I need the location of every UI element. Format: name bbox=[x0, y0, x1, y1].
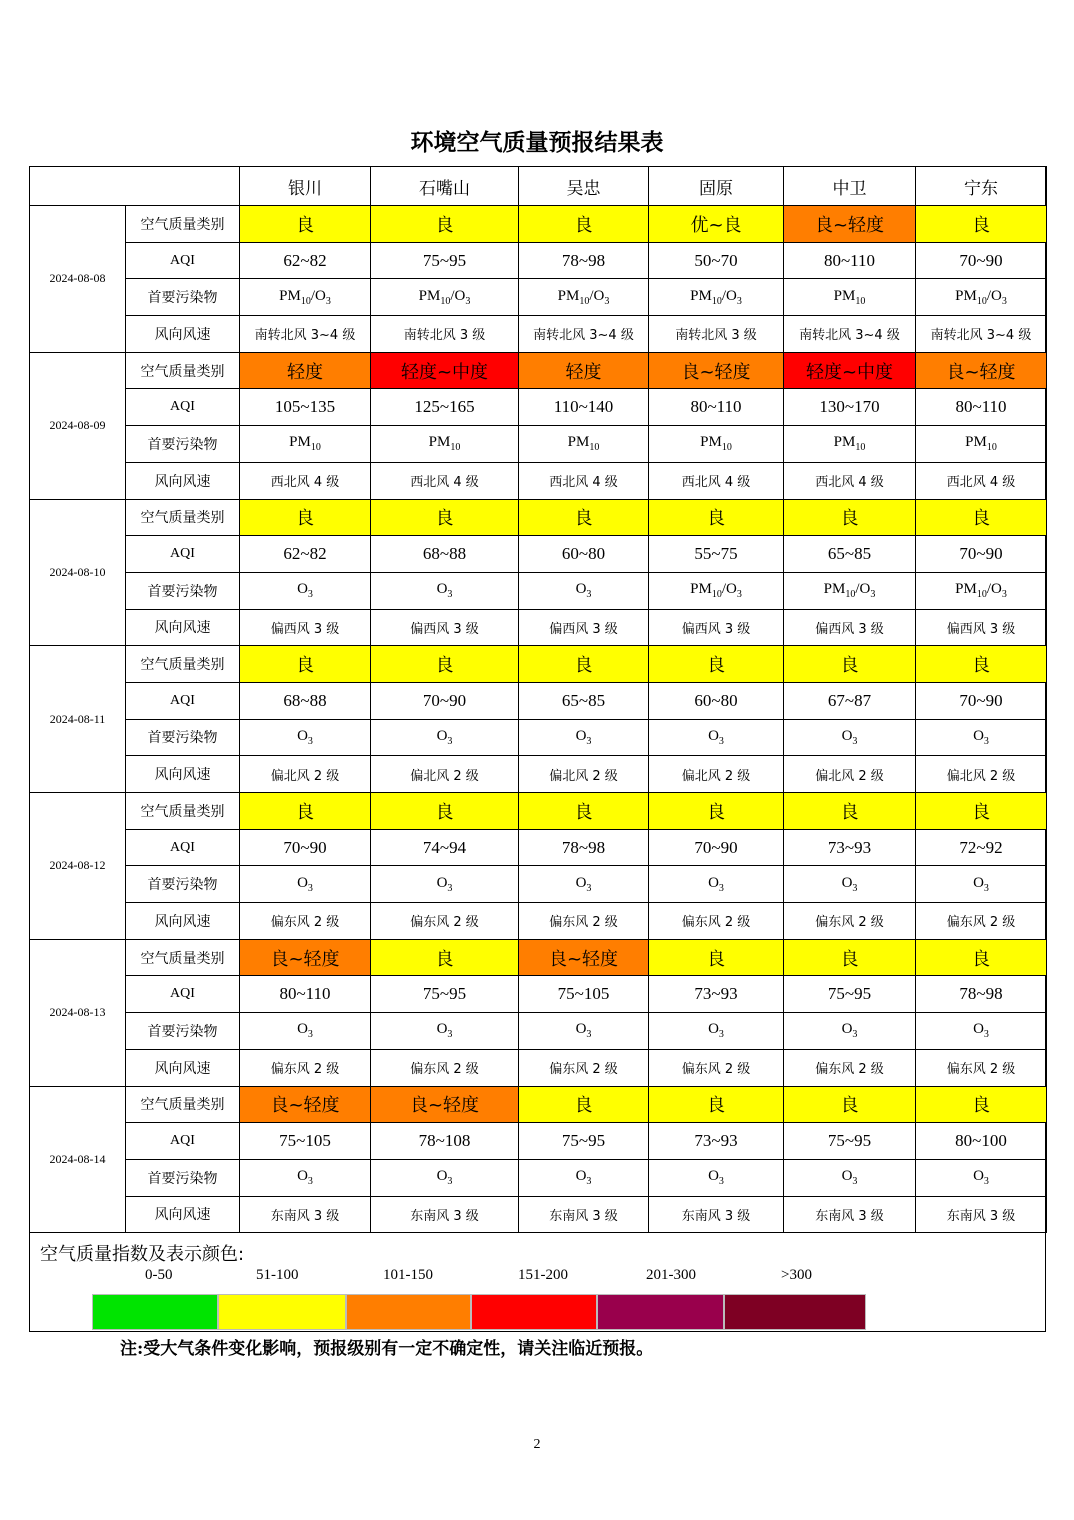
category-cell: 轻度~中度 bbox=[371, 352, 519, 389]
row-label: 风向风速 bbox=[126, 1196, 240, 1233]
aqi-cell: 78~98 bbox=[916, 976, 1047, 1013]
wind-cell: 偏东风 2 级 bbox=[649, 903, 784, 940]
wind-row bbox=[30, 609, 1047, 646]
page-title: 环境空气质量预报结果表 bbox=[410, 129, 664, 156]
category-cell: 良 bbox=[519, 1086, 649, 1123]
wind-cell: 偏西风 3 级 bbox=[784, 609, 916, 646]
pollutant-cell: $PM_{10}/O_3$ bbox=[784, 572, 916, 609]
wind-cell: 偏北风 2 级 bbox=[784, 756, 916, 793]
wind-cell: 偏东风 2 级 bbox=[649, 1049, 784, 1086]
wind-cell: 偏东风 2 级 bbox=[784, 1049, 916, 1086]
wind-cell: 南转北风 3 级 bbox=[649, 316, 784, 353]
category-cell: 良~轻度 bbox=[519, 939, 649, 976]
category-cell: 良 bbox=[240, 646, 371, 683]
category-cell: 良 bbox=[371, 646, 519, 683]
row-label: AQI bbox=[126, 976, 240, 1013]
wind-cell: 东南风 3 级 bbox=[916, 1196, 1047, 1233]
aqi-row bbox=[30, 682, 1047, 719]
category-row bbox=[30, 939, 1047, 976]
wind-cell: 偏北风 2 级 bbox=[916, 756, 1047, 793]
pollutant-cell: $O_3$ bbox=[649, 719, 784, 756]
row-label: 空气质量类别 bbox=[126, 352, 240, 389]
category-cell: 良~轻度 bbox=[649, 352, 784, 389]
pollutant-row bbox=[30, 279, 1047, 316]
date-cell: 2024-08-11 bbox=[30, 646, 126, 793]
legend-range-label: 151-200 bbox=[518, 1267, 568, 1283]
legend-range-label: >300 bbox=[781, 1267, 812, 1283]
pollutant-cell: $O_3$ bbox=[784, 866, 916, 903]
pollutant-cell: $PM_{10}/O_3$ bbox=[371, 279, 519, 316]
legend-swatch bbox=[92, 1294, 218, 1330]
pollutant-cell: $O_3$ bbox=[916, 719, 1047, 756]
legend-swatch bbox=[597, 1294, 724, 1330]
category-cell: 良 bbox=[649, 499, 784, 536]
legend-title: 空气质量指数及表示颜色: bbox=[40, 1244, 245, 1265]
category-cell: 良 bbox=[519, 499, 649, 536]
category-cell: 良 bbox=[519, 793, 649, 830]
category-cell: 良 bbox=[784, 1086, 916, 1123]
legend-swatch bbox=[218, 1294, 346, 1330]
row-label: 空气质量类别 bbox=[126, 793, 240, 830]
date-cell: 2024-08-10 bbox=[30, 499, 126, 646]
aqi-cell: 75~95 bbox=[784, 976, 916, 1013]
city-header: 石嘴山 bbox=[371, 167, 519, 206]
pollutant-row bbox=[30, 426, 1047, 463]
city-header: 宁东 bbox=[916, 167, 1047, 206]
wind-row bbox=[30, 903, 1047, 940]
wind-cell: 偏北风 2 级 bbox=[371, 756, 519, 793]
category-row bbox=[30, 1086, 1047, 1123]
category-cell: 良 bbox=[649, 1086, 784, 1123]
row-label: AQI bbox=[126, 389, 240, 426]
aqi-row bbox=[30, 1123, 1047, 1160]
aqi-cell: 80~110 bbox=[649, 389, 784, 426]
aqi-cell: 60~80 bbox=[649, 682, 784, 719]
legend-swatch bbox=[346, 1294, 471, 1330]
aqi-cell: 75~105 bbox=[519, 976, 649, 1013]
pollutant-cell: $O_3$ bbox=[916, 866, 1047, 903]
category-cell: 良 bbox=[784, 499, 916, 536]
category-cell: 良 bbox=[519, 206, 649, 243]
pollutant-cell: $PM_{10}$ bbox=[519, 426, 649, 463]
pollutant-cell: $O_3$ bbox=[371, 1159, 519, 1196]
pollutant-cell: $O_3$ bbox=[649, 866, 784, 903]
wind-cell: 南转北风 3~4 级 bbox=[240, 316, 371, 353]
wind-row bbox=[30, 1196, 1047, 1233]
pollutant-cell: $O_3$ bbox=[371, 866, 519, 903]
category-cell: 良 bbox=[784, 939, 916, 976]
wind-cell: 西北风 4 级 bbox=[916, 462, 1047, 499]
row-label: 首要污染物 bbox=[126, 719, 240, 756]
header-corner bbox=[30, 167, 240, 206]
row-label: 空气质量类别 bbox=[126, 1086, 240, 1123]
row-label: 首要污染物 bbox=[126, 866, 240, 903]
row-label: 风向风速 bbox=[126, 462, 240, 499]
aqi-cell: 75~105 bbox=[240, 1123, 371, 1160]
aqi-cell: 80~110 bbox=[784, 242, 916, 279]
pollutant-cell: $O_3$ bbox=[916, 1159, 1047, 1196]
wind-cell: 南转北风 3~4 级 bbox=[519, 316, 649, 353]
row-label: 空气质量类别 bbox=[126, 939, 240, 976]
pollutant-cell: $O_3$ bbox=[371, 1013, 519, 1050]
wind-cell: 西北风 4 级 bbox=[519, 462, 649, 499]
category-row bbox=[30, 646, 1047, 683]
aqi-cell: 80~100 bbox=[916, 1123, 1047, 1160]
category-row bbox=[30, 793, 1047, 830]
aqi-cell: 68~88 bbox=[240, 682, 371, 719]
aqi-cell: 74~94 bbox=[371, 829, 519, 866]
category-cell: 良 bbox=[784, 793, 916, 830]
aqi-cell: 70~90 bbox=[916, 536, 1047, 573]
aqi-cell: 68~88 bbox=[371, 536, 519, 573]
legend-range-label: 0-50 bbox=[145, 1267, 173, 1283]
category-cell: 良 bbox=[916, 646, 1047, 683]
wind-cell: 偏北风 2 级 bbox=[519, 756, 649, 793]
wind-cell: 西北风 4 级 bbox=[784, 462, 916, 499]
category-cell: 轻度~中度 bbox=[784, 352, 916, 389]
wind-cell: 偏东风 2 级 bbox=[519, 903, 649, 940]
row-label: 风向风速 bbox=[126, 756, 240, 793]
aqi-cell: 75~95 bbox=[784, 1123, 916, 1160]
aqi-cell: 110~140 bbox=[519, 389, 649, 426]
wind-cell: 偏西风 3 级 bbox=[240, 609, 371, 646]
wind-cell: 偏东风 2 级 bbox=[240, 903, 371, 940]
aqi-cell: 62~82 bbox=[240, 242, 371, 279]
aqi-cell: 75~95 bbox=[519, 1123, 649, 1160]
aqi-cell: 55~75 bbox=[649, 536, 784, 573]
pollutant-cell: $O_3$ bbox=[240, 1013, 371, 1050]
legend-swatch bbox=[724, 1294, 866, 1330]
category-cell: 良 bbox=[371, 206, 519, 243]
wind-cell: 偏西风 3 级 bbox=[916, 609, 1047, 646]
pollutant-cell: $O_3$ bbox=[649, 1159, 784, 1196]
row-label: 首要污染物 bbox=[126, 279, 240, 316]
pollutant-cell: $PM_{10}$ bbox=[240, 426, 371, 463]
aqi-cell: 60~80 bbox=[519, 536, 649, 573]
aqi-cell: 80~110 bbox=[240, 976, 371, 1013]
aqi-cell: 65~85 bbox=[784, 536, 916, 573]
category-cell: 良 bbox=[916, 793, 1047, 830]
row-label: 风向风速 bbox=[126, 609, 240, 646]
pollutant-cell: $O_3$ bbox=[240, 1159, 371, 1196]
date-cell: 2024-08-08 bbox=[30, 206, 126, 353]
city-header: 银川 bbox=[240, 167, 371, 206]
wind-cell: 偏北风 2 级 bbox=[649, 756, 784, 793]
wind-cell: 偏东风 2 级 bbox=[784, 903, 916, 940]
category-cell: 优~良 bbox=[649, 206, 784, 243]
aqi-cell: 70~90 bbox=[371, 682, 519, 719]
aqi-cell: 78~108 bbox=[371, 1123, 519, 1160]
aqi-row bbox=[30, 389, 1047, 426]
pollutant-cell: $PM_{10}$ bbox=[649, 426, 784, 463]
wind-cell: 偏北风 2 级 bbox=[240, 756, 371, 793]
aqi-cell: 130~170 bbox=[784, 389, 916, 426]
wind-cell: 西北风 4 级 bbox=[371, 462, 519, 499]
row-label: 首要污染物 bbox=[126, 1159, 240, 1196]
wind-cell: 南转北风 3 级 bbox=[371, 316, 519, 353]
pollutant-row bbox=[30, 1013, 1047, 1050]
category-cell: 良~轻度 bbox=[784, 206, 916, 243]
pollutant-cell: $O_3$ bbox=[240, 719, 371, 756]
wind-cell: 偏东风 2 级 bbox=[240, 1049, 371, 1086]
pollutant-cell: $O_3$ bbox=[371, 719, 519, 756]
category-cell: 良~轻度 bbox=[240, 1086, 371, 1123]
pollutant-row bbox=[30, 1159, 1047, 1196]
wind-cell: 西北风 4 级 bbox=[649, 462, 784, 499]
pollutant-cell: $O_3$ bbox=[519, 719, 649, 756]
category-cell: 良 bbox=[916, 939, 1047, 976]
legend-range-label: 101-150 bbox=[383, 1267, 433, 1283]
aqi-cell: 78~98 bbox=[519, 829, 649, 866]
pollutant-row bbox=[30, 572, 1047, 609]
row-label: AQI bbox=[126, 829, 240, 866]
wind-cell: 偏东风 2 级 bbox=[371, 1049, 519, 1086]
wind-cell: 东南风 3 级 bbox=[240, 1196, 371, 1233]
wind-cell: 偏东风 2 级 bbox=[916, 903, 1047, 940]
category-cell: 良 bbox=[784, 646, 916, 683]
date-cell: 2024-08-14 bbox=[30, 1086, 126, 1233]
aqi-cell: 70~90 bbox=[916, 242, 1047, 279]
aqi-row bbox=[30, 976, 1047, 1013]
pollutant-cell: $PM_{10}$ bbox=[371, 426, 519, 463]
aqi-cell: 125~165 bbox=[371, 389, 519, 426]
date-cell: 2024-08-09 bbox=[30, 352, 126, 499]
pollutant-row bbox=[30, 866, 1047, 903]
category-cell: 良 bbox=[916, 1086, 1047, 1123]
aqi-cell: 67~87 bbox=[784, 682, 916, 719]
row-label: AQI bbox=[126, 1123, 240, 1160]
wind-row bbox=[30, 462, 1047, 499]
row-label: 首要污染物 bbox=[126, 572, 240, 609]
pollutant-cell: $PM_{10}/O_3$ bbox=[240, 279, 371, 316]
pollutant-cell: $O_3$ bbox=[519, 572, 649, 609]
row-label: 空气质量类别 bbox=[126, 499, 240, 536]
wind-cell: 东南风 3 级 bbox=[519, 1196, 649, 1233]
row-label: 空气质量类别 bbox=[126, 206, 240, 243]
category-cell: 良 bbox=[916, 499, 1047, 536]
pollutant-cell: $O_3$ bbox=[784, 1013, 916, 1050]
wind-cell: 偏西风 3 级 bbox=[649, 609, 784, 646]
pollutant-cell: $O_3$ bbox=[784, 1159, 916, 1196]
category-cell: 良 bbox=[240, 793, 371, 830]
pollutant-cell: $PM_{10}/O_3$ bbox=[519, 279, 649, 316]
category-cell: 良 bbox=[649, 939, 784, 976]
date-cell: 2024-08-13 bbox=[30, 939, 126, 1086]
aqi-cell: 78~98 bbox=[519, 242, 649, 279]
category-cell: 良 bbox=[371, 499, 519, 536]
category-cell: 良 bbox=[371, 793, 519, 830]
pollutant-cell: $PM_{10}/O_3$ bbox=[916, 279, 1047, 316]
aqi-cell: 75~95 bbox=[371, 976, 519, 1013]
pollutant-cell: $O_3$ bbox=[784, 719, 916, 756]
category-row bbox=[30, 352, 1047, 389]
wind-cell: 南转北风 3~4 级 bbox=[916, 316, 1047, 353]
category-cell: 良 bbox=[240, 206, 371, 243]
aqi-cell: 105~135 bbox=[240, 389, 371, 426]
forecast-note: 注:受大气条件变化影响，预报级别有一定不确定性，请关注临近预报。 bbox=[120, 1339, 654, 1359]
page-number: 2 bbox=[533, 1437, 541, 1452]
aqi-cell: 73~93 bbox=[649, 1123, 784, 1160]
category-cell: 良 bbox=[240, 499, 371, 536]
row-label: 风向风速 bbox=[126, 316, 240, 353]
aqi-cell: 62~82 bbox=[240, 536, 371, 573]
pollutant-cell: $O_3$ bbox=[240, 572, 371, 609]
city-header: 中卫 bbox=[784, 167, 916, 206]
city-header-row bbox=[30, 167, 1047, 206]
category-cell: 轻度 bbox=[240, 352, 371, 389]
date-cell: 2024-08-12 bbox=[30, 793, 126, 940]
pollutant-cell: $O_3$ bbox=[519, 866, 649, 903]
forecast-table bbox=[29, 166, 1047, 1233]
wind-cell: 西北风 4 级 bbox=[240, 462, 371, 499]
aqi-row bbox=[30, 829, 1047, 866]
wind-cell: 东南风 3 级 bbox=[371, 1196, 519, 1233]
wind-row bbox=[30, 1049, 1047, 1086]
category-cell: 良~轻度 bbox=[240, 939, 371, 976]
aqi-cell: 50~70 bbox=[649, 242, 784, 279]
wind-row bbox=[30, 316, 1047, 353]
row-label: 风向风速 bbox=[126, 903, 240, 940]
aqi-row bbox=[30, 536, 1047, 573]
city-header: 固原 bbox=[649, 167, 784, 206]
pollutant-cell: $O_3$ bbox=[649, 1013, 784, 1050]
legend-range-label: 201-300 bbox=[646, 1267, 696, 1283]
pollutant-cell: $O_3$ bbox=[519, 1013, 649, 1050]
row-label: 首要污染物 bbox=[126, 426, 240, 463]
wind-row bbox=[30, 756, 1047, 793]
category-row bbox=[30, 499, 1047, 536]
aqi-cell: 72~92 bbox=[916, 829, 1047, 866]
row-label: 空气质量类别 bbox=[126, 646, 240, 683]
category-cell: 良 bbox=[519, 646, 649, 683]
row-label: AQI bbox=[126, 682, 240, 719]
wind-cell: 偏西风 3 级 bbox=[519, 609, 649, 646]
pollutant-cell: $O_3$ bbox=[371, 572, 519, 609]
category-cell: 良 bbox=[649, 793, 784, 830]
pollutant-cell: $PM_{10}$ bbox=[784, 426, 916, 463]
pollutant-row bbox=[30, 719, 1047, 756]
wind-cell: 偏东风 2 级 bbox=[519, 1049, 649, 1086]
category-cell: 良~轻度 bbox=[371, 1086, 519, 1123]
pollutant-cell: $O_3$ bbox=[240, 866, 371, 903]
category-cell: 良 bbox=[649, 646, 784, 683]
pollutant-cell: $O_3$ bbox=[519, 1159, 649, 1196]
aqi-cell: 70~90 bbox=[649, 829, 784, 866]
pollutant-cell: $PM_{10}$ bbox=[784, 279, 916, 316]
wind-cell: 偏东风 2 级 bbox=[916, 1049, 1047, 1086]
aqi-cell: 70~90 bbox=[240, 829, 371, 866]
aqi-cell: 73~93 bbox=[649, 976, 784, 1013]
aqi-cell: 80~110 bbox=[916, 389, 1047, 426]
pollutant-cell: $O_3$ bbox=[916, 1013, 1047, 1050]
category-row bbox=[30, 206, 1047, 243]
pollutant-cell: $PM_{10}$ bbox=[916, 426, 1047, 463]
aqi-cell: 73~93 bbox=[784, 829, 916, 866]
row-label: 首要污染物 bbox=[126, 1013, 240, 1050]
row-label: AQI bbox=[126, 242, 240, 279]
pollutant-cell: $PM_{10}/O_3$ bbox=[916, 572, 1047, 609]
category-cell: 轻度 bbox=[519, 352, 649, 389]
city-header: 吴忠 bbox=[519, 167, 649, 206]
wind-cell: 东南风 3 级 bbox=[649, 1196, 784, 1233]
legend-range-label: 51-100 bbox=[256, 1267, 299, 1283]
wind-cell: 东南风 3 级 bbox=[784, 1196, 916, 1233]
wind-cell: 偏西风 3 级 bbox=[371, 609, 519, 646]
category-cell: 良 bbox=[916, 206, 1047, 243]
category-cell: 良~轻度 bbox=[916, 352, 1047, 389]
category-cell: 良 bbox=[371, 939, 519, 976]
aqi-cell: 65~85 bbox=[519, 682, 649, 719]
pollutant-cell: $PM_{10}/O_3$ bbox=[649, 572, 784, 609]
aqi-cell: 70~90 bbox=[916, 682, 1047, 719]
legend-swatch bbox=[471, 1294, 597, 1330]
wind-cell: 南转北风 3~4 级 bbox=[784, 316, 916, 353]
row-label: AQI bbox=[126, 536, 240, 573]
pollutant-cell: $PM_{10}/O_3$ bbox=[649, 279, 784, 316]
wind-cell: 偏东风 2 级 bbox=[371, 903, 519, 940]
aqi-cell: 75~95 bbox=[371, 242, 519, 279]
aqi-row bbox=[30, 242, 1047, 279]
row-label: 风向风速 bbox=[126, 1049, 240, 1086]
